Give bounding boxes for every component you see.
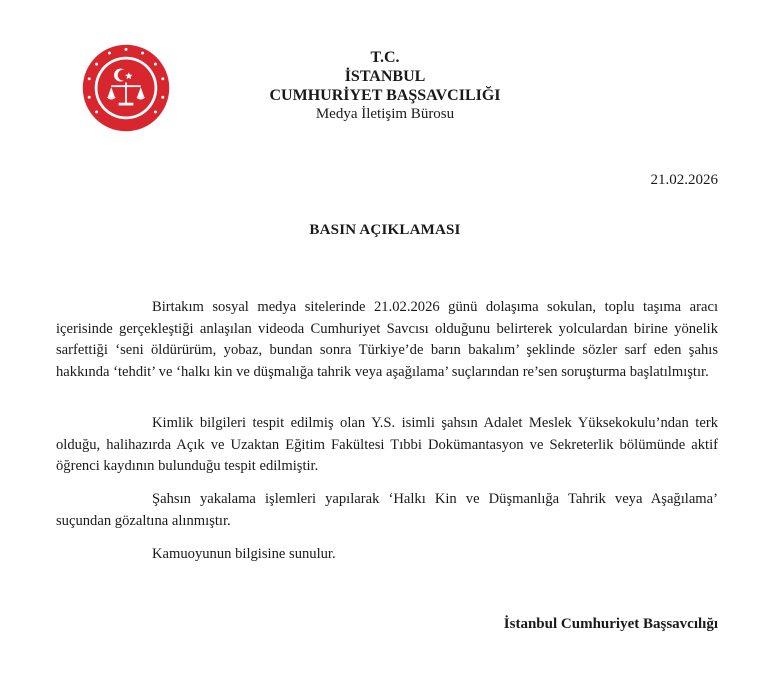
paragraph-3: Şahsın yakalama işlemleri yapılarak ‘Halkı Kin ve Düşmanlığa Tahrik veya Aşağılama’ suçundan gözaltına alınmıştır. bbox=[56, 491, 718, 529]
paragraph-2: Kimlik bilgileri tespit edilmiş olan Y.S. isimli şahsın Adalet Meslek Yüksekokulu’ndan terk olduğu, halihazırda Açık ve Uzaktan Eğitim Fakültesi Tıbbi Dokümantasyon ve Sekreterlik bölümünde aktif öğrenci kaydının bulunduğu tespit edilmiştir. bbox=[56, 415, 718, 474]
ministry-of-justice-seal-icon bbox=[80, 42, 172, 134]
document-header bbox=[200, 48, 570, 124]
document-date: 21.02.2026 bbox=[650, 172, 718, 188]
header-office: Medya İletişim Bürosu bbox=[315, 106, 455, 122]
header-institution: CUMHURİYET BAŞSAVCILIĞI bbox=[269, 87, 501, 104]
paragraph-4: Kamuoyunun bilgisine sunulur. bbox=[152, 546, 336, 562]
signature: İstanbul Cumhuriyet Başsavcılığı bbox=[503, 616, 718, 632]
header-city: İSTANBUL bbox=[344, 68, 426, 85]
paragraph-1: Birtakım sosyal medya sitelerinde 21.02.2026 günü dolaşıma sokulan, toplu taşıma aracı içerisinde gerçekleştiği anlaşılan videoda Cumhuriyet Savcısı olduğunu belirterek yolculardan birine yönelik sarfettiği ‘seni öldürürüm, yobaz, bundan sonra Türkiye’de barın bakalım’ şeklinde sözler sarf eden şahıs hakkında ‘tehdit’ ve ‘halkı kin ve düşmalığa tahrik veya aşağılama’ suçlarından re’sen soruşturma başlatılmıştır. bbox=[56, 299, 718, 380]
header-tc: T.C. bbox=[370, 49, 400, 66]
document-title: BASIN AÇIKLAMASI bbox=[309, 222, 461, 238]
